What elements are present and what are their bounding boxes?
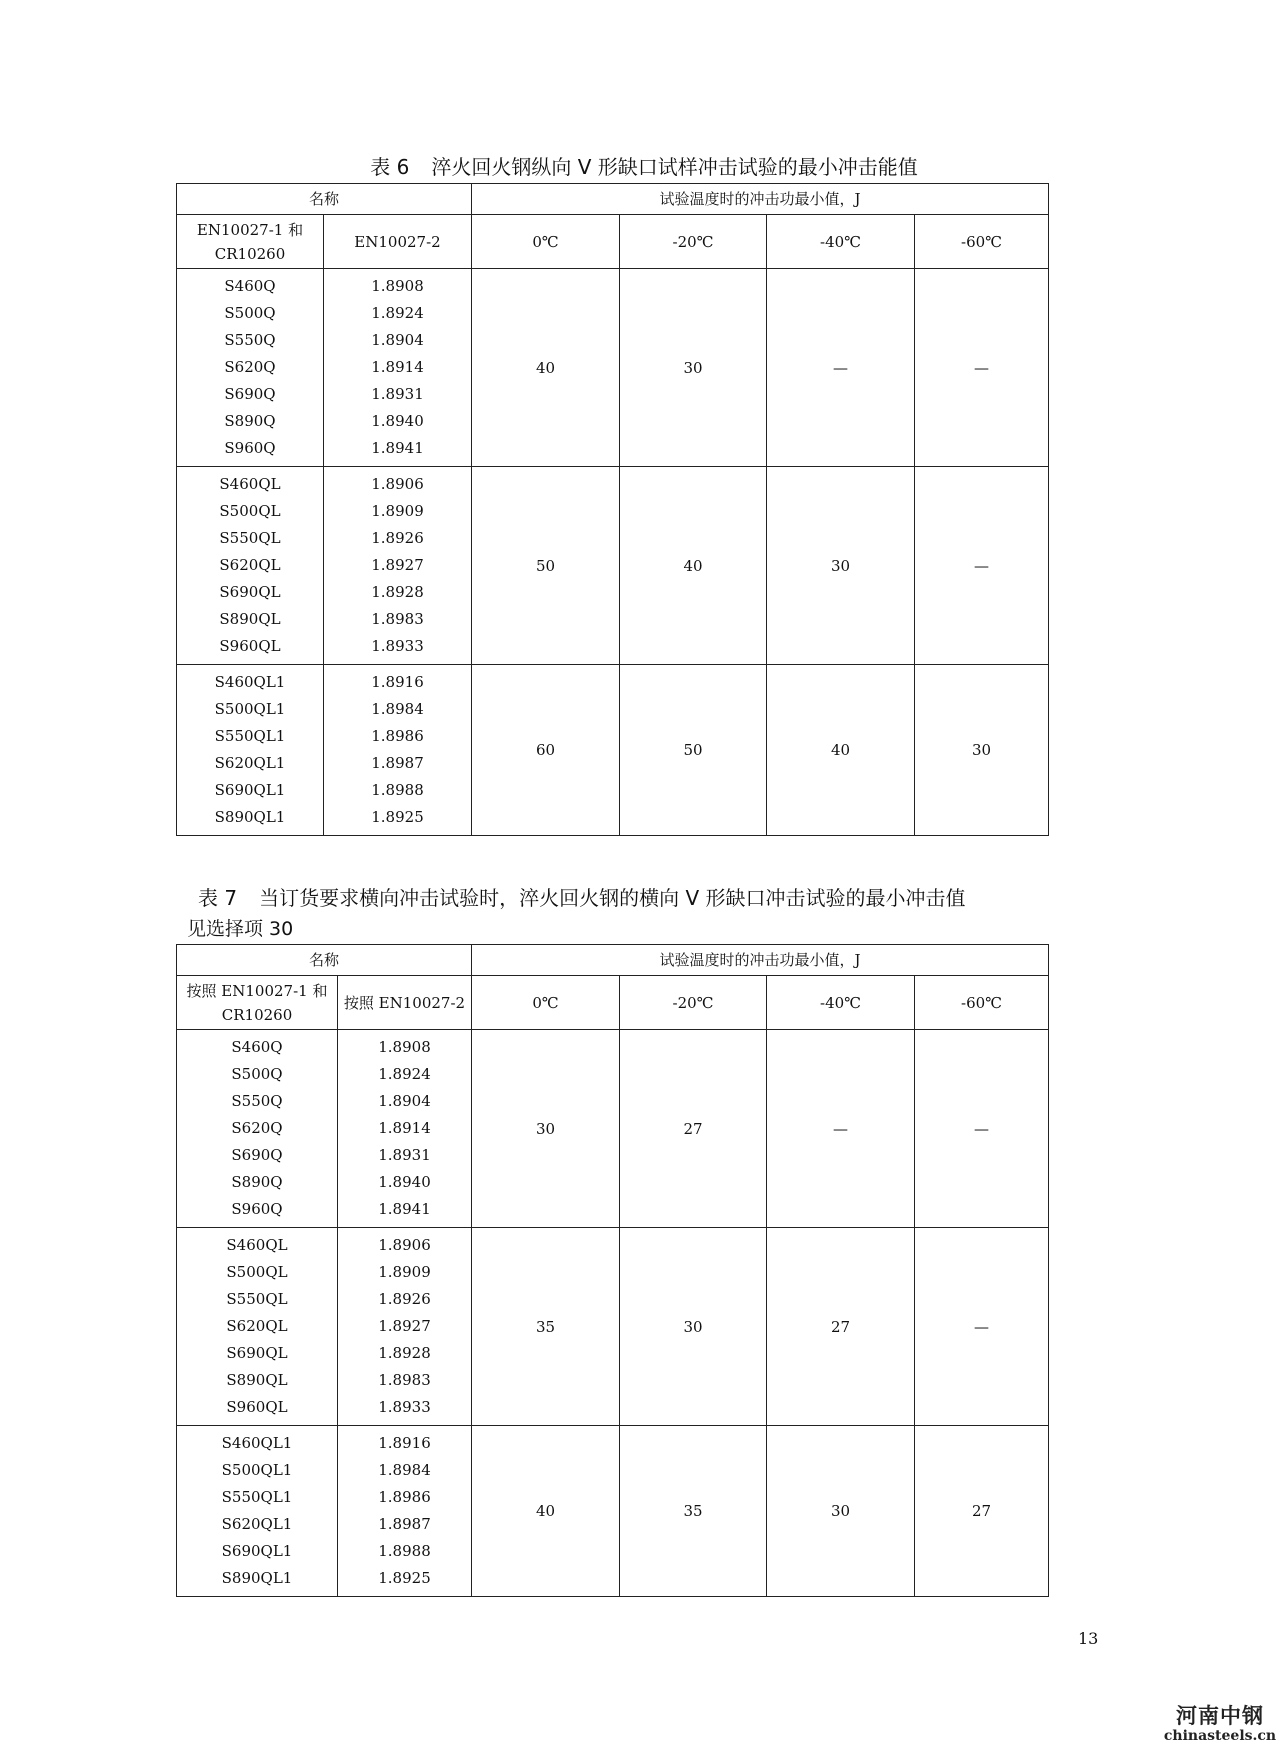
grade-name: S550QL	[226, 1290, 288, 1308]
grade-name: S550Q	[224, 331, 276, 349]
steel-number: 1.8928	[371, 583, 424, 601]
grade-list	[177, 1228, 338, 1426]
grade-name: S620QL1	[221, 1515, 293, 1533]
steel-number: 1.8909	[371, 502, 424, 520]
watermark-cn: 河南中钢	[1176, 1704, 1264, 1728]
steel-number: 1.8983	[378, 1371, 431, 1389]
steel-number: 1.8925	[378, 1569, 431, 1587]
grade-list	[177, 269, 324, 467]
steel-number: 1.8908	[378, 1038, 431, 1056]
grade-name: S890QL	[226, 1371, 288, 1389]
energy-value-0: 30	[472, 1030, 620, 1228]
number-list	[338, 1030, 472, 1228]
grade-list	[177, 1030, 338, 1228]
grade-name: S890QL1	[221, 1569, 293, 1587]
energy-value-minus20: 27	[620, 1030, 767, 1228]
header-temp-minus20: -20℃	[620, 976, 767, 1030]
table-6	[176, 183, 1049, 836]
grade-name: S550Q	[231, 1092, 283, 1110]
header-temp-0: 0℃	[472, 976, 620, 1030]
steel-number: 1.8927	[371, 556, 424, 574]
steel-number: 1.8928	[378, 1344, 431, 1362]
energy-value-minus40: 30	[767, 467, 915, 665]
header-en10027-2: EN10027-2	[324, 215, 472, 269]
energy-value-minus40: —	[767, 1030, 915, 1228]
energy-value-minus20: 35	[620, 1426, 767, 1597]
steel-number: 1.8931	[378, 1146, 431, 1164]
grade-name: S890QL1	[214, 808, 286, 826]
grade-name: S460QL	[219, 475, 281, 493]
energy-value-0: 60	[472, 665, 620, 836]
grade-name: S620QL	[226, 1317, 288, 1335]
grade-name: S620QL1	[214, 754, 286, 772]
energy-value-minus60: —	[915, 1228, 1049, 1426]
steel-number: 1.8925	[371, 808, 424, 826]
header-temp-minus40: -40℃	[767, 976, 915, 1030]
energy-value-0: 40	[472, 1426, 620, 1597]
steel-number: 1.8988	[378, 1542, 431, 1560]
grade-name: S690QL	[219, 583, 281, 601]
grade-list	[177, 665, 324, 836]
energy-value-minus40: —	[767, 269, 915, 467]
grade-name: S960QL	[219, 637, 281, 655]
grade-name: S690QL	[226, 1344, 288, 1362]
energy-value-0: 35	[472, 1228, 620, 1426]
steel-number: 1.8984	[371, 700, 424, 718]
number-list	[338, 1228, 472, 1426]
header-temp-minus20: -20℃	[620, 215, 767, 269]
grade-name: S550QL	[219, 529, 281, 547]
steel-number: 1.8909	[378, 1263, 431, 1281]
grade-name: S460QL1	[221, 1434, 293, 1452]
table-7-caption	[198, 882, 966, 911]
steel-number: 1.8906	[378, 1236, 431, 1254]
energy-value-minus60: —	[915, 1030, 1049, 1228]
energy-value-0: 50	[472, 467, 620, 665]
header-min-energy: 试验温度时的冲击功最小值，J	[472, 184, 1049, 215]
steel-number: 1.8908	[371, 277, 424, 295]
watermark-logo	[1158, 1705, 1282, 1745]
number-list	[338, 1426, 472, 1597]
energy-value-minus60: 27	[915, 1426, 1049, 1597]
grade-name: S550QL1	[221, 1488, 293, 1506]
steel-number: 1.8931	[371, 385, 424, 403]
energy-value-minus60: —	[915, 269, 1049, 467]
energy-value-minus60: —	[915, 467, 1049, 665]
page-number: 13	[1078, 1629, 1099, 1648]
grade-name: S690Q	[231, 1146, 283, 1164]
steel-number: 1.8933	[371, 637, 424, 655]
steel-number: 1.8986	[371, 727, 424, 745]
grade-name: S500QL	[226, 1263, 288, 1281]
grade-name: S500QL	[219, 502, 281, 520]
steel-number: 1.8904	[371, 331, 424, 349]
steel-number: 1.8988	[371, 781, 424, 799]
grade-name: S500QL1	[221, 1461, 293, 1479]
grade-name: S500QL1	[214, 700, 286, 718]
header-temp-0: 0℃	[472, 215, 620, 269]
number-list	[324, 665, 472, 836]
steel-number: 1.8941	[378, 1200, 431, 1218]
grade-name: S960QL	[226, 1398, 288, 1416]
grade-name: S960Q	[231, 1200, 283, 1218]
table-row	[177, 1426, 1049, 1597]
header-en10027-2: 按照 EN10027-2	[338, 976, 472, 1030]
energy-value-minus20: 40	[620, 467, 767, 665]
grade-name: S690QL1	[214, 781, 286, 799]
number-list	[324, 467, 472, 665]
steel-number: 1.8924	[371, 304, 424, 322]
steel-number: 1.8914	[378, 1119, 431, 1137]
steel-number: 1.8914	[371, 358, 424, 376]
header-temp-minus60: -60℃	[915, 215, 1049, 269]
steel-number: 1.8916	[371, 673, 424, 691]
table-6-caption	[0, 151, 1288, 180]
energy-value-minus60: 30	[915, 665, 1049, 836]
steel-number: 1.8926	[378, 1290, 431, 1308]
table-7-note: 见选择项 30	[187, 918, 294, 940]
steel-number: 1.8983	[371, 610, 424, 628]
grade-list	[177, 1426, 338, 1597]
grade-name: S690QL1	[221, 1542, 293, 1560]
steel-number: 1.8906	[371, 475, 424, 493]
energy-value-minus20: 30	[620, 1228, 767, 1426]
steel-number: 1.8984	[378, 1461, 431, 1479]
header-en10027-1: EN10027-1 和 CR10260	[177, 215, 324, 269]
steel-number: 1.8940	[378, 1173, 431, 1191]
steel-number: 1.8924	[378, 1065, 431, 1083]
energy-value-minus40: 30	[767, 1426, 915, 1597]
steel-number: 1.8986	[378, 1488, 431, 1506]
grade-name: S620QL	[219, 556, 281, 574]
table-7	[176, 944, 1049, 1597]
table-row	[177, 467, 1049, 665]
table-7-title: 当订货要求横向冲击试验时，淬火回火钢的横向 V 形缺口冲击试验的最小冲击值	[259, 886, 966, 910]
steel-number: 1.8904	[378, 1092, 431, 1110]
steel-number: 1.8987	[371, 754, 424, 772]
energy-value-minus20: 50	[620, 665, 767, 836]
grade-name: S460Q	[231, 1038, 283, 1056]
grade-name: S460QL	[226, 1236, 288, 1254]
grade-name: S690Q	[224, 385, 276, 403]
grade-name: S960Q	[224, 439, 276, 457]
header-name: 名称	[177, 184, 472, 215]
grade-name: S890QL	[219, 610, 281, 628]
energy-value-minus20: 30	[620, 269, 767, 467]
energy-value-0: 40	[472, 269, 620, 467]
header-temp-minus60: -60℃	[915, 976, 1049, 1030]
grade-name: S460Q	[224, 277, 276, 295]
steel-number: 1.8940	[371, 412, 424, 430]
table-row	[177, 269, 1049, 467]
steel-number: 1.8933	[378, 1398, 431, 1416]
header-name: 名称	[177, 945, 472, 976]
table-row	[177, 665, 1049, 836]
grade-list	[177, 467, 324, 665]
number-list	[324, 269, 472, 467]
grade-name: S620Q	[231, 1119, 283, 1137]
grade-name: S500Q	[231, 1065, 283, 1083]
header-min-energy: 试验温度时的冲击功最小值，J	[472, 945, 1049, 976]
header-temp-minus40: -40℃	[767, 215, 915, 269]
header-en10027-1: 按照 EN10027-1 和 CR10260	[177, 976, 338, 1030]
steel-number: 1.8916	[378, 1434, 431, 1452]
energy-value-minus40: 27	[767, 1228, 915, 1426]
steel-number: 1.8926	[371, 529, 424, 547]
table-6-title: 淬火回火钢纵向 V 形缺口试样冲击试验的最小冲击能值	[431, 155, 918, 179]
grade-name: S460QL1	[214, 673, 286, 691]
steel-number: 1.8941	[371, 439, 424, 457]
grade-name: S620Q	[224, 358, 276, 376]
watermark-en: chinasteels.cn	[1163, 1728, 1277, 1744]
grade-name: S890Q	[231, 1173, 283, 1191]
table-row	[177, 1228, 1049, 1426]
energy-value-minus40: 40	[767, 665, 915, 836]
steel-number: 1.8987	[378, 1515, 431, 1533]
table-7-number: 表 7	[198, 886, 238, 910]
table-row	[177, 1030, 1049, 1228]
grade-name: S500Q	[224, 304, 276, 322]
grade-name: S550QL1	[214, 727, 286, 745]
table-6-number: 表 6	[370, 155, 410, 179]
grade-name: S890Q	[224, 412, 276, 430]
steel-number: 1.8927	[378, 1317, 431, 1335]
